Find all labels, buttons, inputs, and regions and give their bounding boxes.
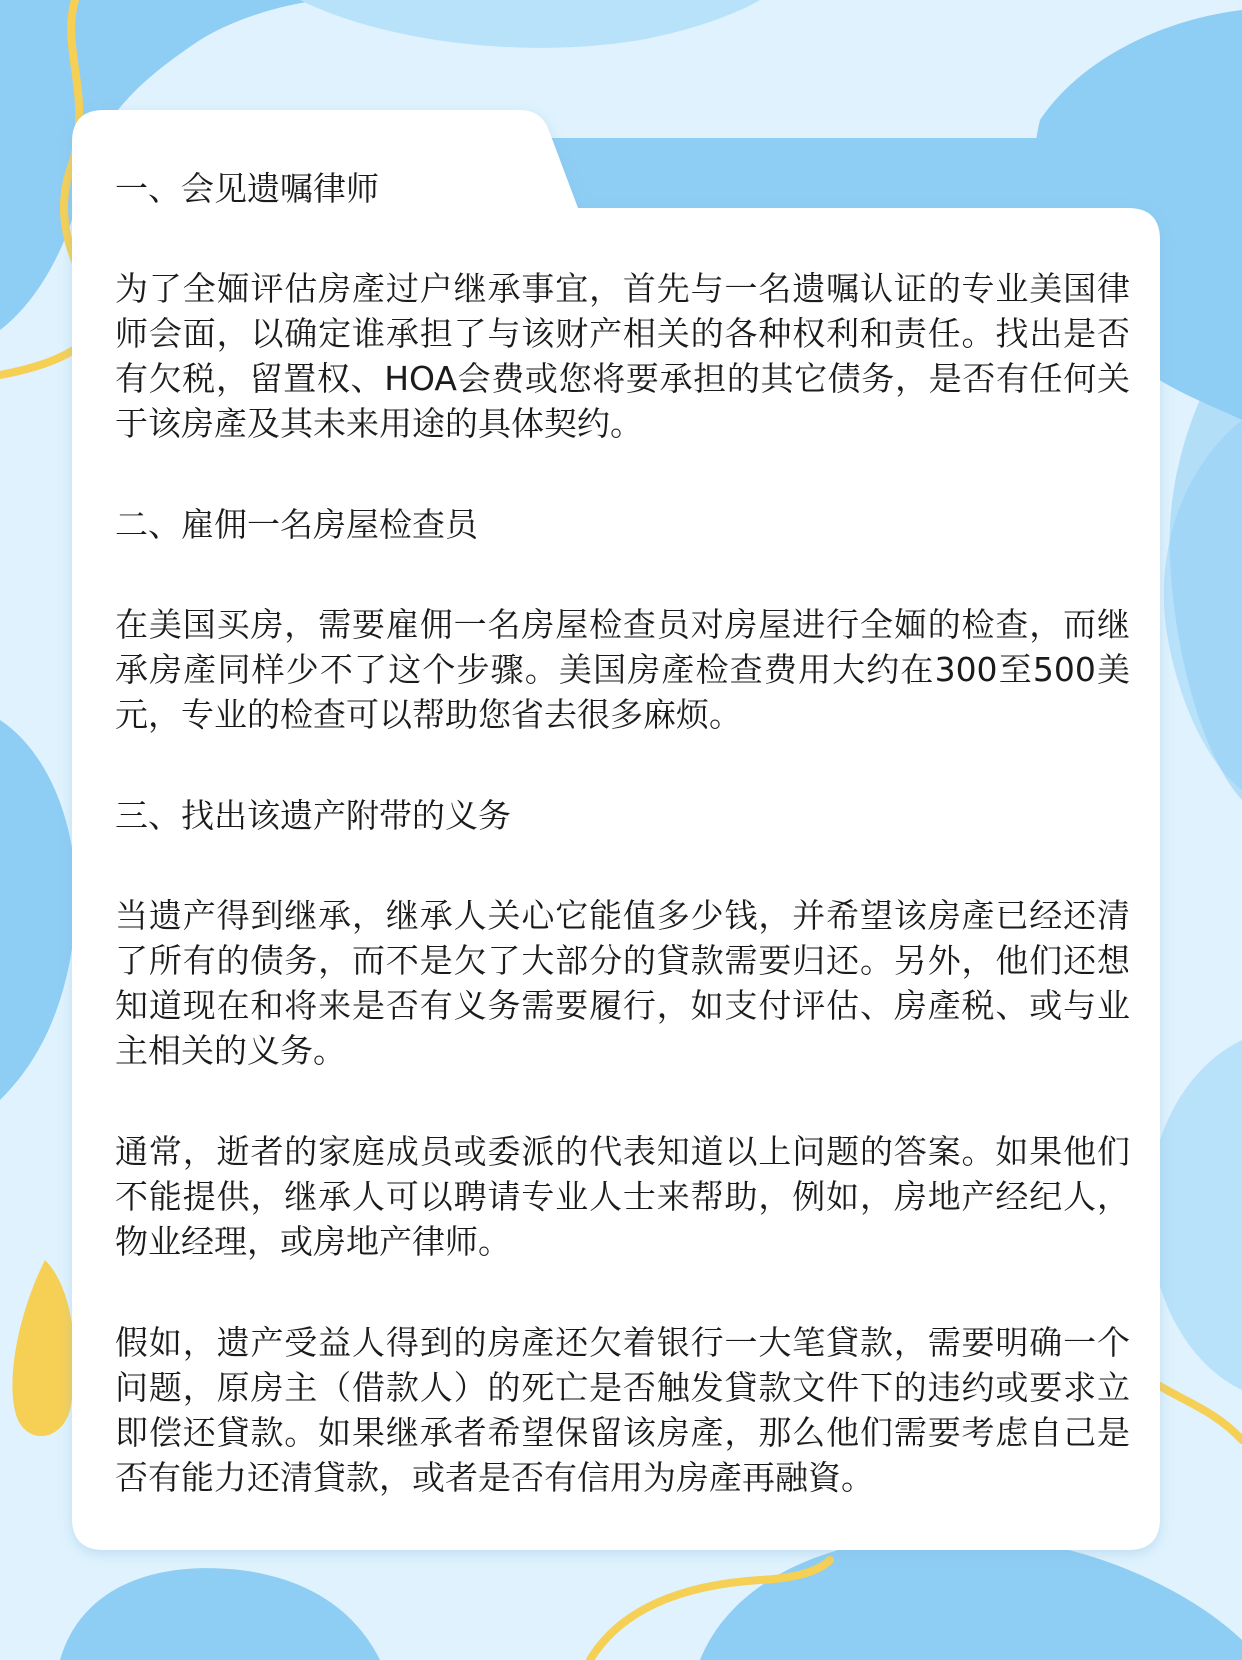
section-3-paragraph-1: 当遗产得到继承，继承人关心它能值多少钱，并希望该房產已经还清了所有的债务，而不是欠了大部分的貸款需要归还。另外，他们还想知道现在和将来是否有义务需要履行，如支付评估、房產税、或与业主相关的义务。: [115, 896, 1130, 1070]
section-3-paragraph-2: 通常，逝者的家庭成员或委派的代表知道以上问题的答案。如果他们不能提供，继承人可以聘请专业人士来帮助，例如，房地产经纪人，物业经理，或房地产律师。: [115, 1132, 1130, 1261]
article-content: [115, 166, 1130, 1500]
section-1-paragraph-1: 为了全媔评估房產过户继承事宜，首先与一名遗嘱认证的专业美国律师会面，以确定谁承担了与该财产相关的各种权利和责任。找出是否有欠税，留置权、HOA会费或您将要承担的其它债务，是否有任何关于该房產及其未来用途的具体契约。: [115, 269, 1130, 443]
section-heading-1: 一、会见遗嘱律师: [115, 169, 379, 208]
section-2-paragraph-1: 在美国买房，需要雇佣一名房屋检查员对房屋进行全媔的检查，而继承房產同样少不了这个步骤。美国房產检查费用大约在300至500美元，专业的检查可以帮助您省去很多麻烦。: [115, 605, 1130, 734]
section-heading-2: 二、雇佣一名房屋检查员: [115, 505, 478, 544]
section-heading-3: 三、找出该遗产附带的义务: [115, 796, 511, 835]
section-3-paragraph-3: 假如，遗产受益人得到的房產还欠着银行一大笔貸款，需要明确一个问题，原房主（借款人）的死亡是否触发貸款文件下的违约或要求立即偿还貸款。如果继承者希望保留该房產，那么他们需要考虑自己是否有能力还清貸款，或者是否有信用为房產再融資。: [115, 1323, 1130, 1497]
